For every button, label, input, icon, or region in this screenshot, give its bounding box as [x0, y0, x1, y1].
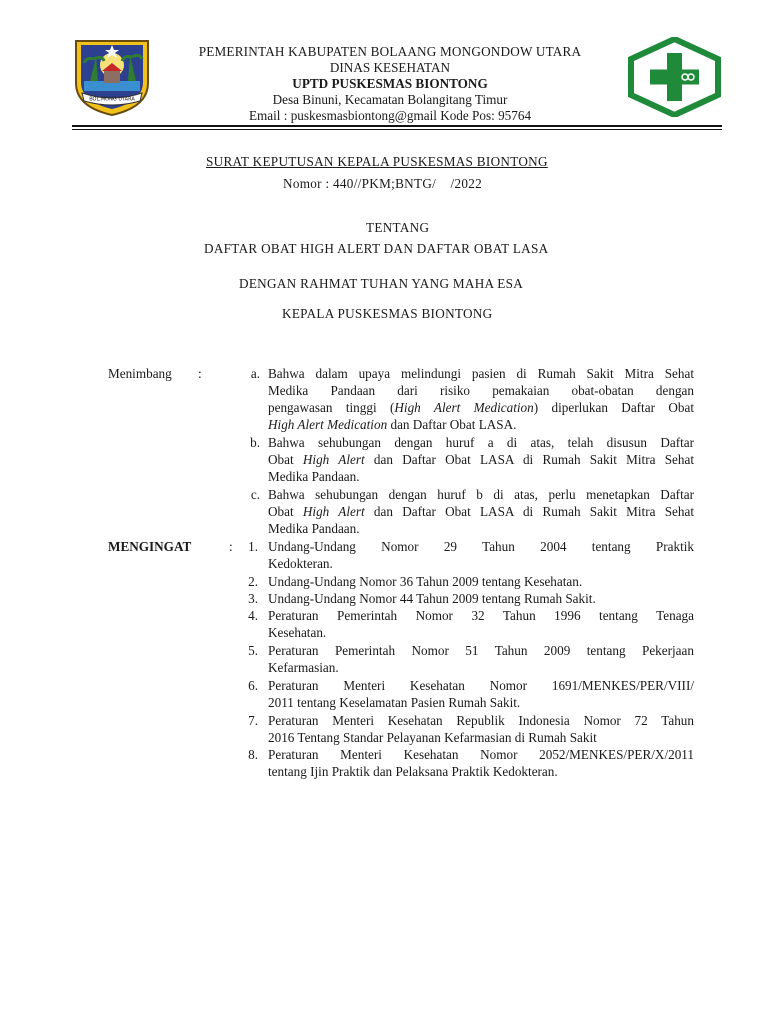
mengingat-item-marker: 3.	[248, 591, 258, 606]
menimbang-item-line	[268, 503, 694, 520]
mengingat-item-line: Undang-Undang Nomor 36 Tahun 2009 tentang Kesehatan.	[268, 574, 583, 589]
header-institution: UPTD PUSKESMAS BIONTONG	[292, 76, 488, 91]
line-segment: Obat	[268, 452, 303, 467]
menimbang-item-marker: c.	[250, 487, 260, 502]
subject-heading: DAFTAR OBAT HIGH ALERT DAN DAFTAR OBAT LASA	[204, 241, 549, 256]
mengingat-item-line: Kedokteran.	[268, 556, 333, 571]
mengingat-item-line: Kesehatan.	[268, 625, 327, 640]
head-heading: KEPALA PUSKESMAS BIONTONG	[282, 306, 493, 321]
mengingat-item-marker: 8.	[248, 747, 258, 762]
mengingat-item-line: Peraturan Pemerintah Nomor 32 Tahun 1996 tentang Tenaga	[268, 608, 694, 623]
menimbang-item-line: Medika Pandaan.	[268, 469, 360, 484]
mengingat-item-text	[268, 538, 694, 572]
mengingat-item-text	[268, 642, 694, 676]
line-segment: pengawasan tinggi (	[268, 400, 395, 415]
mengingat-item-line: Peraturan Menteri Kesehatan Nomor 2052/MENKES/PER/X/2011	[268, 747, 694, 762]
italic-term: High Alert	[302, 452, 365, 467]
puskesmas-logo-icon	[627, 37, 722, 117]
mengingat-item-line: 2016 Tentang Standar Pelayanan Kefarmasian di Rumah Sakit	[268, 730, 597, 745]
mengingat-item-line: Undang-Undang Nomor 44 Tahun 2009 tentang Rumah Sakit.	[268, 591, 596, 606]
menimbang-item-text	[268, 486, 694, 537]
header-department: DINAS KESEHATAN	[329, 60, 451, 75]
header-contact: Email : puskesmasbiontong@gmail Kode Pos: 95764	[248, 108, 532, 123]
mengingat-item-line: Kefarmasian.	[268, 660, 339, 675]
mengingat-item-text	[268, 573, 694, 590]
menimbang-item-line: Medika Pandaan dari risiko pemakaian obat-obatan dengan	[268, 383, 694, 398]
mengingat-colon: :	[229, 539, 233, 554]
mengingat-item-text	[268, 746, 694, 780]
line-segment: ) diperlukan Daftar Obat	[533, 400, 694, 415]
mengingat-item-marker: 7.	[248, 713, 258, 728]
mengingat-item-text	[268, 607, 694, 641]
menimbang-colon: :	[198, 366, 202, 381]
mengingat-item-marker: 5.	[248, 643, 258, 658]
mengingat-item-marker: 6.	[248, 678, 258, 693]
line-segment: dan Daftar Obat LASA di Rumah Sakit Mitra Sehat	[364, 452, 694, 467]
menimbang-item-marker: a.	[250, 366, 260, 381]
header-address: Desa Binuni, Kecamatan Bolangitang Timur	[272, 92, 508, 107]
mengingat-item-text	[268, 590, 694, 607]
menimbang-item-text	[268, 434, 694, 485]
mengingat-item-marker: 1.	[248, 539, 258, 554]
mengingat-item-line: Undang-Undang Nomor 29 Tahun 2004 tentang Praktik	[268, 539, 694, 554]
mengingat-item-line: tentang Ijin Praktik dan Pelaksana Praktik Kedokteran.	[268, 764, 558, 779]
italic-term: High Alert Medication	[268, 417, 388, 432]
mengingat-item-text	[268, 712, 694, 746]
blessing-heading: DENGAN RAHMAT TUHAN YANG MAHA ESA	[239, 276, 524, 291]
menimbang-item-line	[268, 416, 694, 433]
menimbang-item-line: Bahwa dalam upaya melindungi pasien di Rumah Sakit Mitra Sehat	[268, 366, 694, 381]
mengingat-item-marker: 4.	[248, 608, 258, 623]
menimbang-item-line: Bahwa sehubungan dengan huruf b di atas, perlu menetapkan Daftar	[268, 487, 694, 502]
header-divider-thick	[72, 125, 722, 127]
line-segment: dan Daftar Obat LASA di Rumah Sakit Mitra Sehat	[364, 504, 694, 519]
menimbang-item-line	[268, 399, 694, 416]
menimbang-item-marker: b.	[250, 435, 260, 450]
line-segment: dan Daftar Obat LASA.	[387, 417, 517, 432]
decree-title: SURAT KEPUTUSAN KEPALA PUSKESMAS BIONTONG	[206, 154, 548, 169]
mengingat-label: MENGINGAT	[108, 539, 192, 554]
menimbang-item-text	[268, 365, 694, 433]
menimbang-item-line: Medika Pandaan.	[268, 521, 360, 536]
menimbang-item-line	[268, 451, 694, 468]
decree-number: Nomor : 440//PKM;BNTG/ /2022	[283, 176, 483, 191]
mengingat-item-line: Peraturan Pemerintah Nomor 51 Tahun 2009 tentang Pekerjaan	[268, 643, 694, 658]
mengingat-item-line: Peraturan Menteri Kesehatan Republik Indonesia Nomor 72 Tahun	[268, 713, 694, 728]
italic-term: High Alert Medication	[394, 400, 534, 415]
header-government: PEMERINTAH KABUPATEN BOLAANG MONGONDOW UTARA	[198, 44, 582, 59]
mengingat-item-marker: 2.	[248, 574, 258, 589]
emblem-label: BOL.MONG UTARA	[89, 96, 135, 103]
regency-emblem-icon	[72, 37, 152, 117]
mengingat-item-text	[268, 677, 694, 711]
mengingat-item-line: Peraturan Menteri Kesehatan Nomor 1691/MENKES/PER/VIII/	[268, 678, 694, 693]
header-divider-thin	[72, 129, 722, 130]
line-segment: Obat	[268, 504, 303, 519]
italic-term: High Alert	[302, 504, 365, 519]
menimbang-label: Menimbang	[108, 366, 172, 381]
about-heading: TENTANG	[366, 220, 430, 235]
mengingat-item-line: 2011 tentang Keselamatan Pasien Rumah Sakit.	[268, 695, 521, 710]
menimbang-item-line: Bahwa sehubungan dengan huruf a di atas, telah disusun Daftar	[268, 435, 694, 450]
